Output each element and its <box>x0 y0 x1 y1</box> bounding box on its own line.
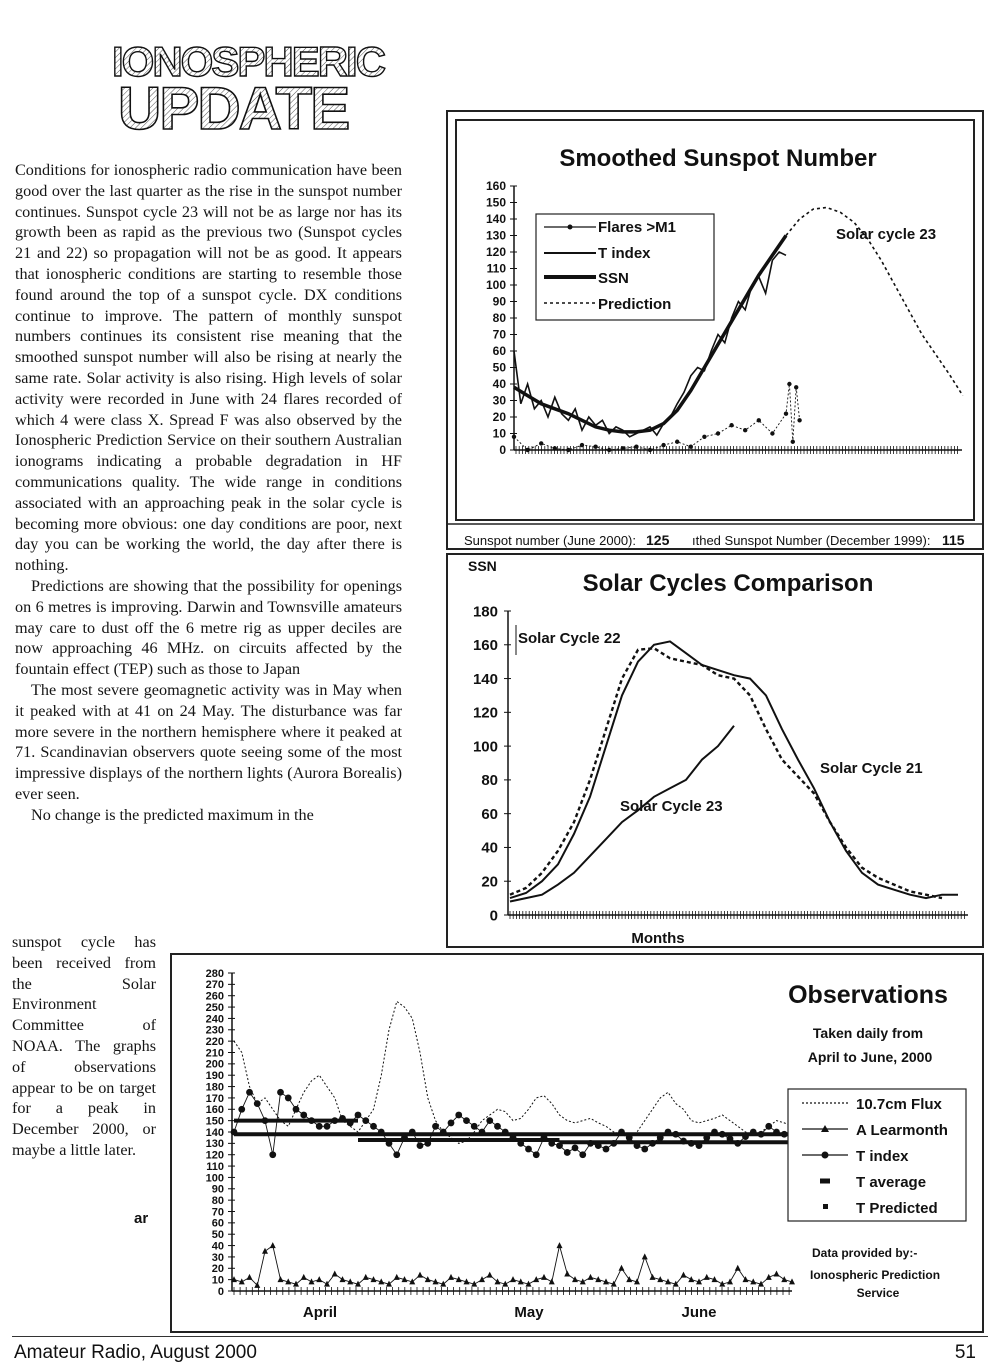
tindex-obs-point <box>773 1129 780 1136</box>
y-tick-label: 100 <box>472 738 498 756</box>
y-tick-label: 40 <box>492 377 506 392</box>
legend-tindex-obs-label: T index <box>856 1148 909 1165</box>
tindex-obs-point <box>572 1145 579 1152</box>
tindex-obs-point <box>494 1123 501 1130</box>
flares-point <box>797 418 801 422</box>
solar-cycles-x-label: Months <box>631 930 685 946</box>
tindex-obs-point <box>386 1140 393 1147</box>
tindex-obs-point <box>401 1134 408 1141</box>
header-title-svg <box>112 38 392 133</box>
y-tick-label: 50 <box>211 1229 224 1242</box>
tindex-obs-point <box>548 1140 555 1147</box>
tindex-obs-point <box>293 1106 300 1113</box>
observations-credit-line1: Data provided by:- <box>812 1246 918 1260</box>
alearmonth-point <box>301 1274 307 1280</box>
footer-divider <box>12 1336 988 1337</box>
alearmonth-point <box>510 1276 516 1282</box>
alearmonth-point <box>704 1274 710 1280</box>
alearmonth-point <box>735 1265 741 1271</box>
tindex-obs-point <box>525 1146 532 1153</box>
tindex-obs-point <box>308 1117 315 1124</box>
tindex-obs-point <box>409 1129 416 1136</box>
tindex-obs-point <box>781 1131 788 1138</box>
tindex-obs-point <box>595 1142 602 1149</box>
y-tick-label: 90 <box>492 294 506 309</box>
legend-prediction-label: Prediction <box>598 296 672 313</box>
y-tick-label: 130 <box>485 228 506 243</box>
tindex-obs-point <box>300 1112 307 1119</box>
y-tick-label: 180 <box>472 603 498 621</box>
flares-point <box>580 443 584 447</box>
solar-cycle-21-label: Solar Cycle 21 <box>820 760 923 777</box>
tindex-obs-point <box>486 1117 493 1124</box>
y-tick-label: 140 <box>485 212 506 227</box>
tindex-obs-point <box>316 1123 323 1130</box>
alearmonth-point <box>727 1278 733 1284</box>
legend-alearmonth-label: A Learmonth <box>856 1122 948 1139</box>
smoothed-sunspot-title: Smoothed Sunspot Number <box>559 145 877 172</box>
y-tick-label: 160 <box>485 179 506 194</box>
y-tick-label: 120 <box>205 1149 224 1162</box>
alearmonth-point <box>332 1270 338 1276</box>
alearmonth-point <box>340 1276 346 1282</box>
alearmonth-point <box>448 1274 454 1280</box>
alearmonth-point <box>588 1274 594 1280</box>
flares-point <box>784 412 788 416</box>
solar-cycle-23-label: Solar Cycle 23 <box>620 798 723 815</box>
tindex-obs-point <box>758 1131 765 1138</box>
article-paragraph-4b: sunspot cycle has been received from the Solar Environment Committee of NOAA. The graphs of observations appear to be on target for a peak in December 2000, or maybe a little later. <box>12 933 156 1159</box>
tindex-obs-point <box>231 1129 238 1136</box>
tindex-obs-point <box>378 1129 385 1136</box>
y-tick-label: 150 <box>205 1115 224 1128</box>
alearmonth-point <box>316 1276 322 1282</box>
tindex-obs-point <box>331 1117 338 1124</box>
footer-page-number: 51 <box>954 1342 976 1363</box>
alearmonth-point <box>425 1276 431 1282</box>
y-tick-label: 0 <box>489 907 498 925</box>
y-tick-label: 140 <box>205 1126 224 1139</box>
article-column-upper <box>15 160 402 826</box>
flares-point <box>621 446 625 450</box>
tindex-obs-point <box>696 1142 703 1149</box>
y-tick-label: 80 <box>492 311 506 326</box>
alearmonth-point <box>270 1242 276 1248</box>
flares-point <box>566 448 570 452</box>
tindex-obs-point <box>370 1123 377 1130</box>
alearmonth-point <box>774 1270 780 1276</box>
observations-panel <box>170 953 984 1333</box>
observations-series <box>231 1001 796 1287</box>
y-tick-label: 10 <box>211 1274 224 1287</box>
y-tick-label: 210 <box>205 1047 224 1060</box>
article-column-lower <box>12 932 156 1161</box>
tindex-obs-point <box>448 1120 455 1127</box>
alearmonth-point <box>557 1242 563 1248</box>
solar-cycles-title: Solar Cycles Comparison <box>582 570 874 597</box>
legend-tindex-obs-marker <box>822 1152 829 1159</box>
y-tick-label: 120 <box>472 704 498 722</box>
tindex-obs-point <box>362 1117 369 1124</box>
solar-cycles-y-label: SSN <box>468 558 497 574</box>
alearmonth-point <box>417 1272 423 1278</box>
y-tick-label: 110 <box>486 261 506 276</box>
alearmonth-point <box>650 1274 656 1280</box>
tindex-obs-point <box>479 1129 486 1136</box>
tindex-obs-point <box>432 1123 439 1130</box>
y-tick-label: 140 <box>472 670 498 688</box>
alearmonth-point <box>572 1276 578 1282</box>
flares-point <box>553 446 557 450</box>
article-paragraph-3: The most severe geomagnetic activity was in May when it peaked with at 41 on 24 May. The disturbance was far more severe in the northern hemisphere where it peaked at 71. Scandinavian observers quote seeing some of the most impressive displays of the northern lights (Aurora Borealis) ever seen. <box>15 680 402 803</box>
header-title-line2: UPDATE <box>118 75 349 133</box>
x-category-label: May <box>514 1304 544 1321</box>
tindex-obs-point <box>641 1146 648 1153</box>
flares-point <box>791 440 795 444</box>
alearmonth-point <box>278 1276 284 1282</box>
legend-taverage-label: T average <box>856 1174 927 1191</box>
article-signature: ar <box>134 1210 149 1227</box>
tindex-obs-point <box>393 1151 400 1158</box>
solar-cycle-22-label: Solar Cycle 22 <box>518 630 621 647</box>
tindex-obs-point <box>579 1151 586 1158</box>
y-tick-label: 60 <box>492 344 506 359</box>
tindex-obs-point <box>610 1140 617 1147</box>
flares-point <box>787 382 791 386</box>
tindex-obs-point <box>324 1123 331 1130</box>
y-tick-label: 130 <box>205 1138 224 1151</box>
footer-publication: Amateur Radio, August 2000 <box>14 1342 257 1363</box>
y-tick-label: 20 <box>211 1263 224 1276</box>
article-paragraph-1: Conditions for ionospheric radio communication have been good over the last quarter as the rise in the sunspot number continues. Sunspot cycle 23 will not be as large nor has its growth been as rapid as the previous two (Sunspot cycles 21 and 22) so propagation will not be as good. It appears that ionospheric conditions are starting to resemble those found around the top of a sunspot cycle. DX conditions continue to improve. The pattern of monthly sunspot numbers continues its consistent rise meaning that the smoothed sunspot number will also be rising at nearly the same rate. Solar activity is also rising. High levels of solar activity were recorded in June with 24 flares recorded of which 4 were class X. Spread F was also observed by the Ionospheric Prediction Service on their southern Australian ionograms indicating a probable degradation in HF communications quality. The wide range in conditions associated with an approaching peak in the solar cycle is becoming more obvious: one day conditions are poor, next day you can be working the world, the day after there is nothing. <box>15 161 402 575</box>
tindex-obs-point <box>711 1129 718 1136</box>
smoothed-sunspot-y-ticks <box>486 179 517 457</box>
smoothed-sunspot-number-value: 115 <box>942 532 965 548</box>
flares-point <box>794 385 798 389</box>
observations-subtitle-line2: April to June, 2000 <box>807 1049 933 1065</box>
observations-y-ticks <box>206 968 235 1298</box>
tindex-obs-point <box>587 1140 594 1147</box>
y-tick-label: 270 <box>205 979 224 992</box>
tindex-obs-point <box>765 1123 772 1130</box>
tindex-obs-point <box>665 1129 672 1136</box>
y-tick-label: 30 <box>492 393 506 408</box>
y-tick-label: 10 <box>492 426 506 441</box>
tindex-obs-point <box>742 1133 749 1140</box>
y-tick-label: 240 <box>205 1013 224 1026</box>
alearmonth-point <box>681 1272 687 1278</box>
observations-chart <box>172 955 982 1331</box>
observations-credit-line3: Service <box>856 1286 900 1300</box>
flares-point <box>512 435 516 439</box>
legend-tindex-label: T index <box>598 245 651 262</box>
tindex-obs-point <box>719 1131 726 1138</box>
y-tick-label: 40 <box>211 1240 224 1253</box>
alearmonth-point <box>619 1265 625 1271</box>
tindex-obs-point <box>510 1134 517 1141</box>
flares-point <box>539 441 543 445</box>
flares-point <box>716 431 720 435</box>
alearmonth-point <box>394 1274 400 1280</box>
tindex-obs-point <box>688 1140 695 1147</box>
tindex-obs-point <box>347 1120 354 1127</box>
tindex-obs-point <box>564 1149 571 1156</box>
tindex-obs-point <box>277 1089 284 1096</box>
y-tick-label: 200 <box>205 1058 224 1071</box>
tindex-obs-point <box>417 1142 424 1149</box>
smoothed-sunspot-number-label: ıthed Sunspot Number (December 1999): <box>692 533 931 548</box>
tindex-obs-point <box>455 1112 462 1119</box>
tindex-obs-point <box>649 1140 656 1147</box>
legend-flux-label: 10.7cm Flux <box>856 1096 942 1113</box>
solar-cycles-chart <box>448 555 982 946</box>
y-tick-label: 20 <box>492 410 506 425</box>
tindex-obs-point <box>703 1134 710 1141</box>
flares-point <box>648 448 652 452</box>
y-tick-label: 50 <box>492 360 506 375</box>
tindex-obs-point <box>672 1131 679 1138</box>
flares-point <box>525 448 529 452</box>
tindex-obs-point <box>269 1151 276 1158</box>
article-paragraph-2: Predictions are showing that the possibility for openings on 6 metres is improving. Darwin and Townsville amateurs may care to dust off the 6 metre rig as upper deciles are now approaching 46 MHz. on circuits affected by the fountain effect (TEP) such as those to Japan <box>15 576 402 679</box>
tindex-obs-point <box>533 1151 540 1158</box>
solar-cycles-y-ticks <box>473 603 511 924</box>
alearmonth-point <box>479 1276 485 1282</box>
tindex-obs-point <box>750 1129 757 1136</box>
alearmonth-point <box>564 1270 570 1276</box>
tindex-obs-point <box>603 1146 610 1153</box>
alearmonth-point <box>247 1274 253 1280</box>
y-tick-label: 40 <box>481 839 498 857</box>
tindex-obs-point <box>727 1135 734 1142</box>
tindex-obs-point <box>517 1140 524 1147</box>
tindex-obs-point <box>339 1115 346 1122</box>
flares-point <box>757 418 761 422</box>
tindex-obs-point <box>556 1142 563 1149</box>
observations-x-categories <box>303 1304 717 1321</box>
y-tick-label: 260 <box>205 990 224 1003</box>
flares-point <box>689 445 693 449</box>
tindex-obs-point <box>734 1140 741 1147</box>
tindex-obs-point <box>634 1142 641 1149</box>
header-title-line1: IONOSPHERIC <box>112 38 385 85</box>
tindex-obs-point <box>424 1140 431 1147</box>
x-category-label: April <box>302 1304 338 1321</box>
flares-line <box>514 384 800 450</box>
tindex-obs-point <box>254 1100 261 1107</box>
y-tick-label: 160 <box>472 637 498 655</box>
tindex-obs-point <box>502 1129 509 1136</box>
y-tick-label: 70 <box>211 1206 224 1219</box>
y-tick-label: 180 <box>205 1081 224 1094</box>
tindex-obs-point <box>440 1129 447 1136</box>
y-tick-label: 100 <box>485 278 506 293</box>
legend-tpredicted-marker <box>823 1204 828 1209</box>
solar-cycle-23-annotation: Solar cycle 23 <box>836 226 937 243</box>
observations-credit-line2: Ionospheric Prediction <box>810 1268 941 1282</box>
y-tick-label: 220 <box>205 1035 224 1048</box>
flares-point <box>607 448 611 452</box>
tindex-obs-point <box>285 1095 292 1102</box>
y-tick-label: 70 <box>492 327 506 342</box>
flares-point <box>675 440 679 444</box>
legend-flares-label: Flares >M1 <box>598 219 676 236</box>
y-tick-label: 160 <box>205 1104 224 1117</box>
smoothed-sunspot-chart <box>448 112 982 548</box>
alearmonth-point <box>363 1274 369 1280</box>
y-tick-label: 170 <box>205 1092 224 1105</box>
observations-title: Observations <box>788 981 948 1009</box>
smoothed-sunspot-inner-frame <box>456 120 974 520</box>
flares-point <box>634 445 638 449</box>
flares-point <box>661 443 665 447</box>
y-tick-label: 120 <box>485 245 506 260</box>
y-tick-label: 190 <box>205 1070 224 1083</box>
smoothed-sunspot-panel <box>446 110 984 550</box>
tindex-obs-point <box>355 1112 362 1119</box>
sunspot-number-value: 125 <box>646 532 670 548</box>
legend-tpredicted-label: T Predicted <box>856 1200 938 1217</box>
alearmonth-point <box>781 1276 787 1282</box>
tindex-obs-point <box>657 1134 664 1141</box>
y-tick-label: 60 <box>211 1217 224 1230</box>
flares-point <box>770 431 774 435</box>
y-tick-label: 30 <box>211 1251 224 1264</box>
tindex-obs-point <box>262 1117 269 1124</box>
y-tick-label: 0 <box>499 443 506 458</box>
flares-point <box>743 428 747 432</box>
observations-subtitle-line1: Taken daily from <box>812 1025 924 1041</box>
y-tick-label: 280 <box>205 967 224 980</box>
sunspot-number-label: Sunspot number (June 2000): <box>464 533 636 548</box>
tindex-obs-point <box>541 1134 548 1141</box>
y-tick-label: 250 <box>205 1001 224 1014</box>
tindex-obs-point <box>618 1129 625 1136</box>
tindex-obs-point <box>238 1106 245 1113</box>
y-tick-label: 60 <box>481 805 498 823</box>
header-title-art <box>112 38 392 133</box>
y-tick-label: 230 <box>205 1024 224 1037</box>
flares-point <box>593 445 597 449</box>
legend-ssn-label: SSN <box>598 270 629 287</box>
alearmonth-point <box>541 1274 547 1280</box>
y-tick-label: 90 <box>211 1183 224 1196</box>
alearmonth-point <box>495 1278 501 1284</box>
y-tick-label: 150 <box>485 195 506 210</box>
y-tick-label: 80 <box>481 772 498 790</box>
tindex-obs-point <box>463 1117 470 1124</box>
alearmonth-point <box>262 1248 268 1254</box>
solar-cycles-panel <box>446 553 984 948</box>
article-paragraph-4a: No change is the predicted maximum in the <box>31 805 314 824</box>
legend-flares-marker <box>568 225 573 230</box>
alearmonth-point <box>487 1272 493 1278</box>
y-tick-label: 0 <box>217 1285 224 1298</box>
alearmonth-point <box>549 1278 555 1284</box>
y-tick-label: 80 <box>211 1194 224 1207</box>
flares-point <box>702 435 706 439</box>
y-tick-label: 100 <box>205 1172 224 1185</box>
flares-point <box>729 423 733 427</box>
tindex-obs-point <box>246 1089 253 1096</box>
x-category-label: June <box>681 1304 717 1321</box>
y-tick-label: 110 <box>206 1160 224 1173</box>
alearmonth-point <box>642 1253 648 1259</box>
y-tick-label: 20 <box>481 873 498 891</box>
tindex-obs-point <box>626 1134 633 1141</box>
alearmonth-point <box>688 1276 694 1282</box>
tindex-obs-point <box>680 1138 687 1145</box>
tindex-obs-point <box>471 1123 478 1130</box>
